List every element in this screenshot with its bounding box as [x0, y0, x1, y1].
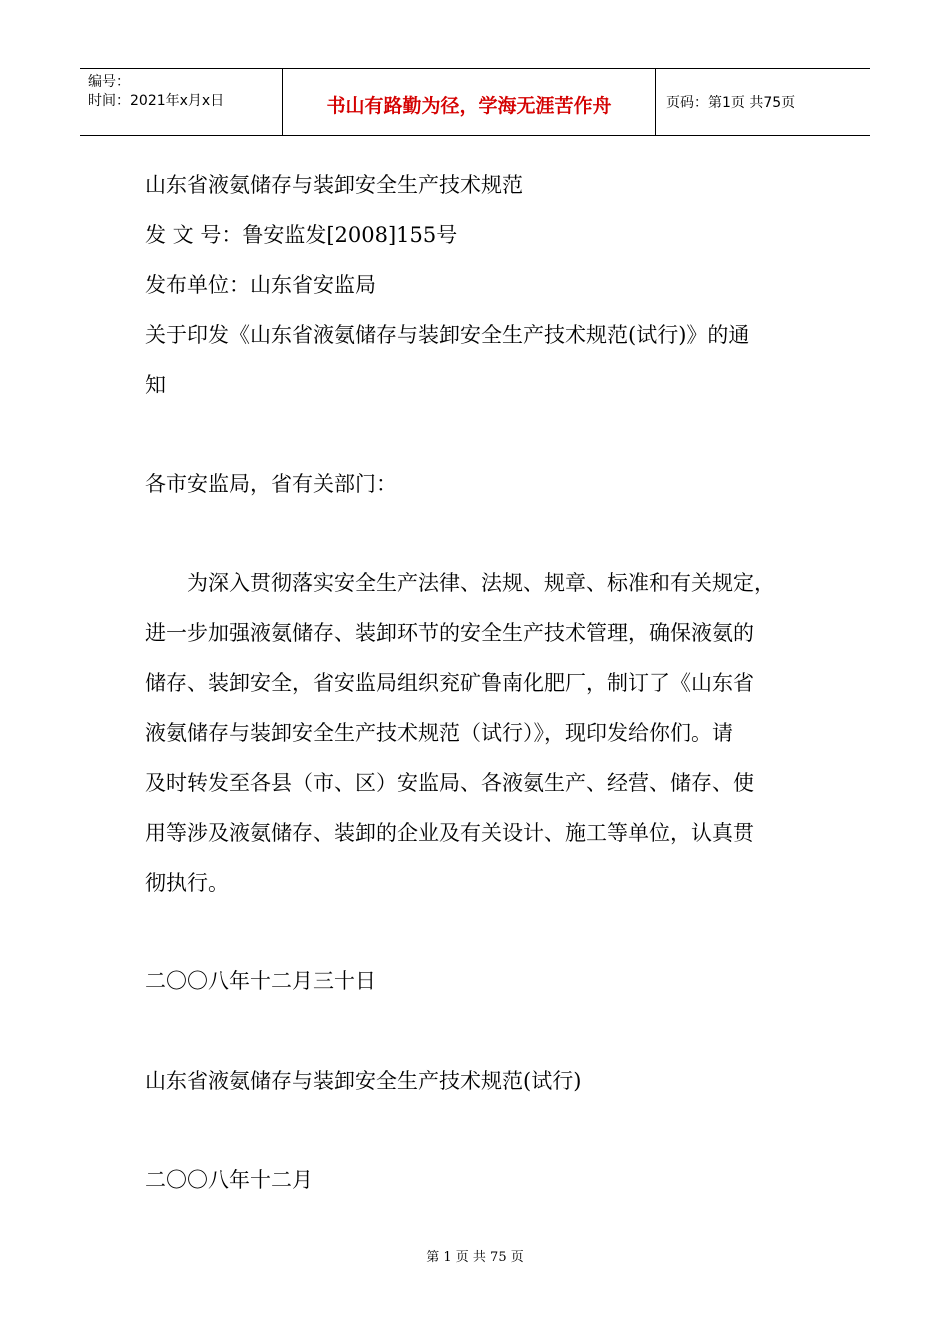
header-page-info: 页码：第1页 共75页	[666, 95, 796, 111]
spec-date: 二〇〇八年十二月	[145, 1168, 313, 1192]
body-paragraph-line: 为深入贯彻落实安全生产法律、法规、规章、标准和有关规定，	[145, 571, 775, 595]
document-issuer: 发布单位：山东省安监局	[145, 273, 376, 297]
date-label: 时间：2021年x月x日	[88, 93, 225, 109]
body-paragraph-line: 液氨储存与装卸安全生产技术规范（试行）》，现印发给你们。请	[145, 721, 733, 745]
notice-date: 二〇〇八年十二月三十日	[145, 969, 376, 993]
notice-title-line-1: 关于印发《山东省液氨储存与装卸安全生产技术规范(试行)》的通	[145, 323, 750, 347]
salutation: 各市安监局，省有关部门：	[145, 472, 397, 496]
document-number: 发 文 号：鲁安监发[2008]155号	[145, 223, 458, 247]
document-header	[80, 68, 870, 136]
spec-title: 山东省液氨储存与装卸安全生产技术规范(试行)	[145, 1069, 582, 1093]
notice-title-line-2: 知	[145, 373, 166, 397]
body-paragraph-line: 用等涉及液氨储存、装卸的企业及有关设计、施工等单位，认真贯	[145, 821, 754, 845]
number-label: 编号：	[88, 74, 130, 90]
body-paragraph-line: 进一步加强液氨储存、装卸环节的安全生产技术管理，确保液氨的	[145, 621, 754, 645]
page-footer: 第 1 页 共 75 页	[426, 1250, 524, 1265]
header-meta-cell	[80, 69, 283, 135]
document-title: 山东省液氨储存与装卸安全生产技术规范	[145, 173, 523, 197]
body-paragraph-line: 彻执行。	[145, 871, 229, 895]
body-paragraph-line: 储存、装卸安全，省安监局组织兖矿鲁南化肥厂，制订了《山东省	[145, 671, 754, 695]
header-motto: 书山有路勤为径，学海无涯苦作舟	[283, 69, 656, 135]
body-paragraph-line: 及时转发至各县（市、区）安监局、各液氨生产、经营、储存、使	[145, 771, 754, 795]
